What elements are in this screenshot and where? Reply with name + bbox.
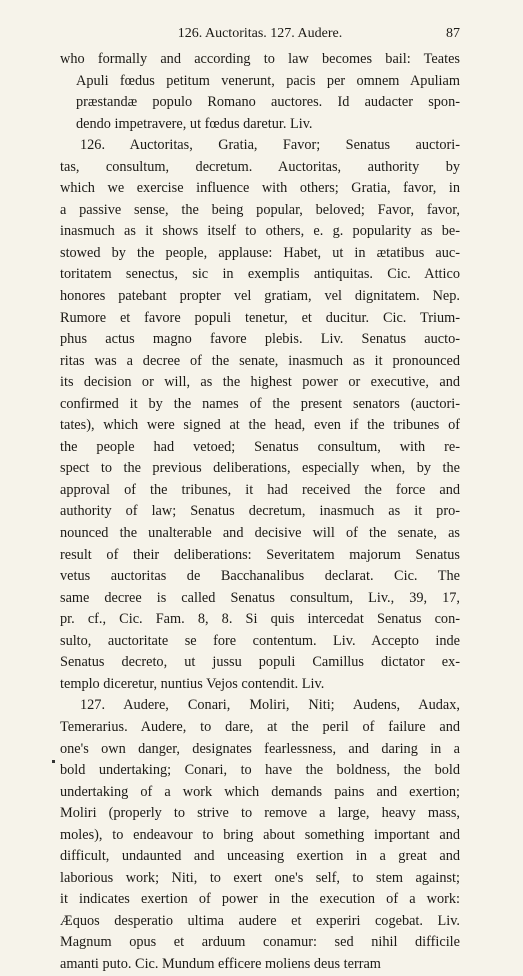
text-line: 126. Auctoritas, Gratia, Favor; Senatus auctori- (80, 137, 460, 154)
text-line: inasmuch as it shows itself to others, e. g. popularity as be- (60, 223, 460, 240)
text-line: 127. Audere, Conari, Moliri, Niti; Audens, Audax, (80, 697, 460, 714)
text-line: Senatus decreto, ut jussu populi Camillus dictator ex- (60, 654, 460, 671)
text-line: præstandæ populo Romano auctores. Id audacter spon- (76, 94, 460, 111)
text-line: phus actus magno favore plebis. Liv. Senatus aucto- (60, 331, 460, 348)
text-line: tas, consultum, decretum. Auctoritas, authority by (60, 158, 460, 175)
text-line: Magnum opus et arduum conamur: sed nihil difficile (60, 934, 460, 951)
text-line: undertaking of a work which demands pains and exertion; (60, 783, 460, 800)
text-line: stowed by the people, applause: Habet, ut in ætatibus auc- (60, 244, 460, 261)
text-line: vetus auctoritas de Bacchanalibus declarat. Cic. The (60, 568, 460, 585)
text-line: confirmed it by the names of the present senators (auctori- (60, 395, 460, 412)
text-line: templo diceretur, nuntius Vejos contendit. Liv. (60, 675, 325, 692)
text-line: approval of the tribunes, it had received the force and (60, 481, 460, 498)
text-line: spect to the previous deliberations, especially when, by the (60, 460, 460, 477)
text-line: nounced the unalterable and decisive will of the senate, as (60, 525, 460, 542)
running-title: 126. Auctoritas. 127. Audere. (177, 26, 343, 41)
text-line: laborious work; Niti, to exert one's self, to stem against; (60, 869, 460, 886)
text-line: difficult, undaunted and unceasing exertion in a great and (60, 848, 460, 865)
text-line: tates), which were signed at the head, even if the tribunes of (60, 417, 460, 434)
text-line: it indicates exertion of power in the execution of a work: (60, 891, 460, 908)
text-line: bold undertaking; Conari, to have the boldness, the bold (60, 762, 460, 779)
text-line: one's own danger, designates fearlessness, and daring in a (60, 740, 460, 757)
text-line: Temerarius. Audere, to dare, at the peril of failure and (60, 718, 460, 735)
page-body (60, 49, 460, 976)
text-line: Apuli fœdus petitum venerunt, pacis per omnem Apuliam (76, 72, 460, 89)
ink-speck (52, 760, 55, 763)
text-line: honores patebant propter vel gratiam, vel dignitatem. Nep. (60, 288, 460, 305)
text-line: a passive sense, the being popular, beloved; Favor, favor, (60, 201, 460, 218)
text-line: dendo impetravere, ut fœdus daretur. Liv. (76, 115, 313, 132)
text-line: Moliri (properly to strive to remove a large, heavy mass, (60, 805, 460, 822)
text-line: Rumore et favore populi tenetur, et ducitur. Cic. Trium- (60, 309, 460, 326)
text-line: toritatem senectus, sic in exemplis antiquitas. Cic. Attico (60, 266, 460, 283)
page-number: 87 (446, 26, 460, 41)
text-line: Æquos desperatio ultima audere et experiri cogebat. Liv. (60, 912, 460, 929)
text-line: authority of law; Senatus decretum, inasmuch as it pro- (60, 503, 460, 520)
text-line: which we exercise influence with others; Gratia, favor, in (60, 180, 460, 197)
running-header (60, 26, 460, 44)
text-line: result of their deliberations: Severitatem majorum Senatus (60, 546, 460, 563)
text-line: the people had vetoed; Senatus consultum, with re- (60, 438, 460, 455)
text-line: moles), to endeavour to bring about something important and (60, 826, 460, 843)
text-line: amanti puto. Cic. Mundum efficere moliens deus terram (60, 955, 381, 972)
text-line: its decision or will, as the highest power or executive, and (60, 374, 460, 391)
text-line: who formally and according to law becomes bail: Teates (60, 51, 460, 67)
text-line: pr. cf., Cic. Fam. 8, 8. Si quis intercedat Senatus con- (60, 611, 460, 628)
text-line: same decree is called Senatus consultum, Liv., 39, 17, (60, 589, 460, 606)
text-line: sulto, auctoritate se fore contentum. Liv. Accepto inde (60, 632, 460, 649)
text-line: ritas was a decree of the senate, inasmuch as it pronounced (60, 352, 460, 369)
